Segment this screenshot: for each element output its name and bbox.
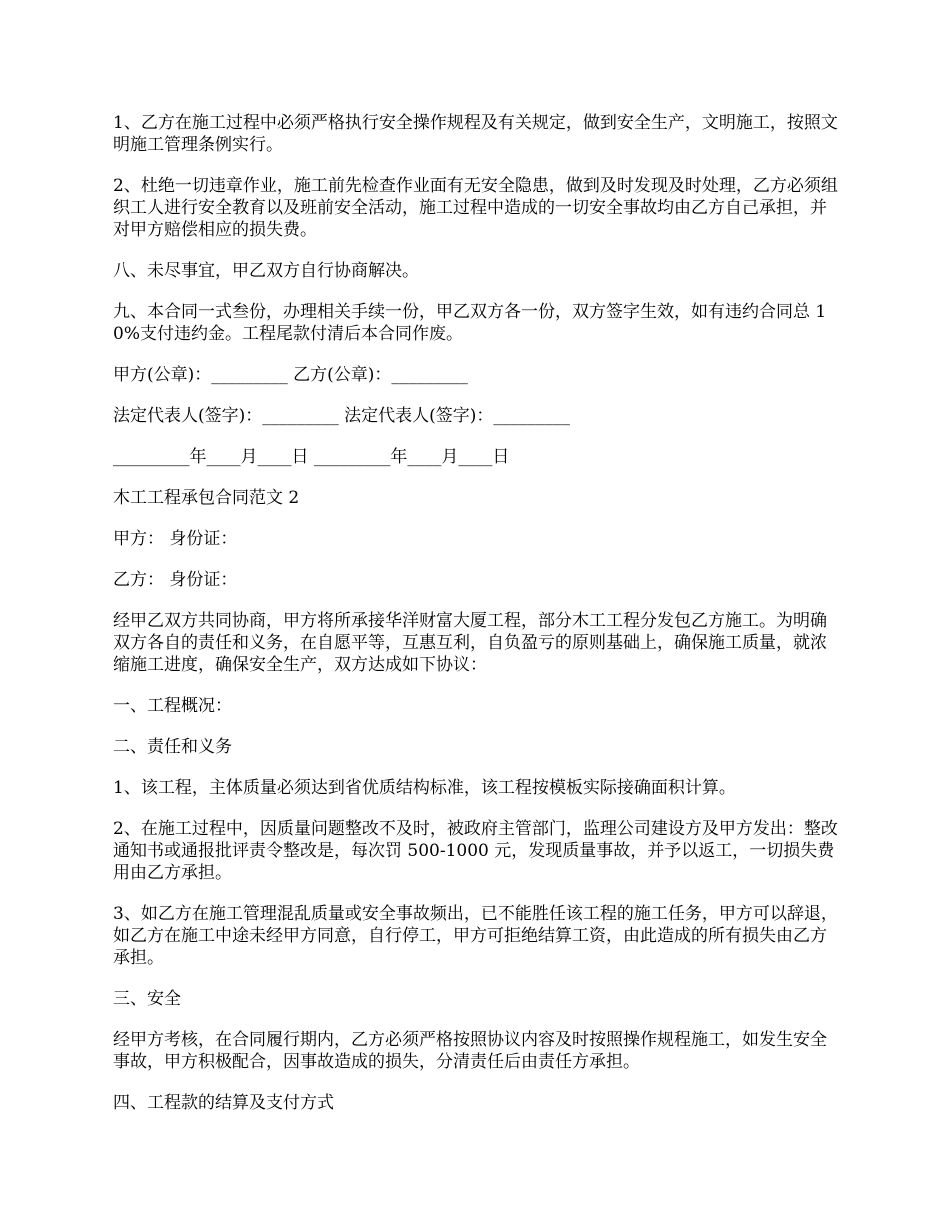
heading-safety: 三、安全 <box>113 989 181 1009</box>
paragraph-quality-standard: 1、该工程，主体质量必须达到省优质结构标准，该工程按模板实际接确面积计算。 <box>113 778 736 798</box>
section-title: 木工工程承包合同范文 2 <box>113 488 300 508</box>
paragraph-safety-rules: 1、乙方在施工过程中必须严格执行安全操作规程及有关规定，做到安全生产，文明施工，按照文明施工管理条例实行。 <box>113 113 838 155</box>
paragraph-safety-assessment: 经甲方考核，在合同履行期内，乙方必须严格按照协议内容及时按照操作规程施工，如发生安全事故，甲方积极配合，因事故造成的损失，分清责任后由责任方承担。 <box>113 1030 827 1072</box>
paragraph-no-violations: 2、杜绝一切违章作业，施工前先检查作业面有无安全隐患，做到及时发现及时处理，乙方必须组织工人进行安全教育以及班前安全活动，施工过程中造成的一切安全事故均由乙方自己承担，并对甲方赔偿相应的损失费。 <box>113 176 838 240</box>
party-a-line: 甲方： 身份证： <box>113 529 238 549</box>
heading-project-overview: 一、工程概况： <box>113 696 232 716</box>
signature-seal-line: 甲方(公章)：_________ 乙方(公章)：_________ <box>113 365 468 385</box>
heading-payment: 四、工程款的结算及支付方式 <box>113 1093 334 1113</box>
paragraph-dismissal: 3、如乙方在施工管理混乱质量或安全事故频出，已不能胜任该工程的施工任务，甲方可以辞退，如乙方在施工中途未经甲方同意，自行停工，甲方可拒绝结算工资，由此造成的所有损失由乙方承担。 <box>113 904 838 968</box>
signature-representative-line: 法定代表人(签字)：_________ 法定代表人(签字)：_________ <box>113 406 570 426</box>
heading-responsibilities: 二、责任和义务 <box>113 737 232 757</box>
signature-date-line: _________年____月____日 _________年____月____日 <box>113 447 510 467</box>
paragraph-quality-penalty: 2、在施工过程中，因质量问题整改不及时，被政府主管部门，监理公司建设方及甲方发出：整改通知书或通报批评责令整改是，每次罚 500-1000 元，发现质量事故，并予以返工，一切损失费用由乙方承担。 <box>113 819 838 883</box>
party-b-line: 乙方： 身份证： <box>113 570 238 590</box>
paragraph-agreement-intro: 经甲乙双方共同协商，甲方将所承接华洋财富大厦工程，部分木工工程分发包乙方施工。为明确双方各自的责任和义务，在自愿平等，互惠互利，自负盈亏的原则基础上，确保施工质量，就浓缩施工进度，确保安全生产，双方达成如下协议： <box>113 611 827 675</box>
document-body <box>113 112 843 1133</box>
paragraph-clause-nine: 九、本合同一式叁份，办理相关手续一份，甲乙双方各一份，双方签字生效，如有违约合同总 10%支付违约金。工程尾款付清后本合同作废。 <box>113 302 827 344</box>
paragraph-clause-eight: 八、未尽事宜，甲乙双方自行协商解决。 <box>113 261 419 281</box>
